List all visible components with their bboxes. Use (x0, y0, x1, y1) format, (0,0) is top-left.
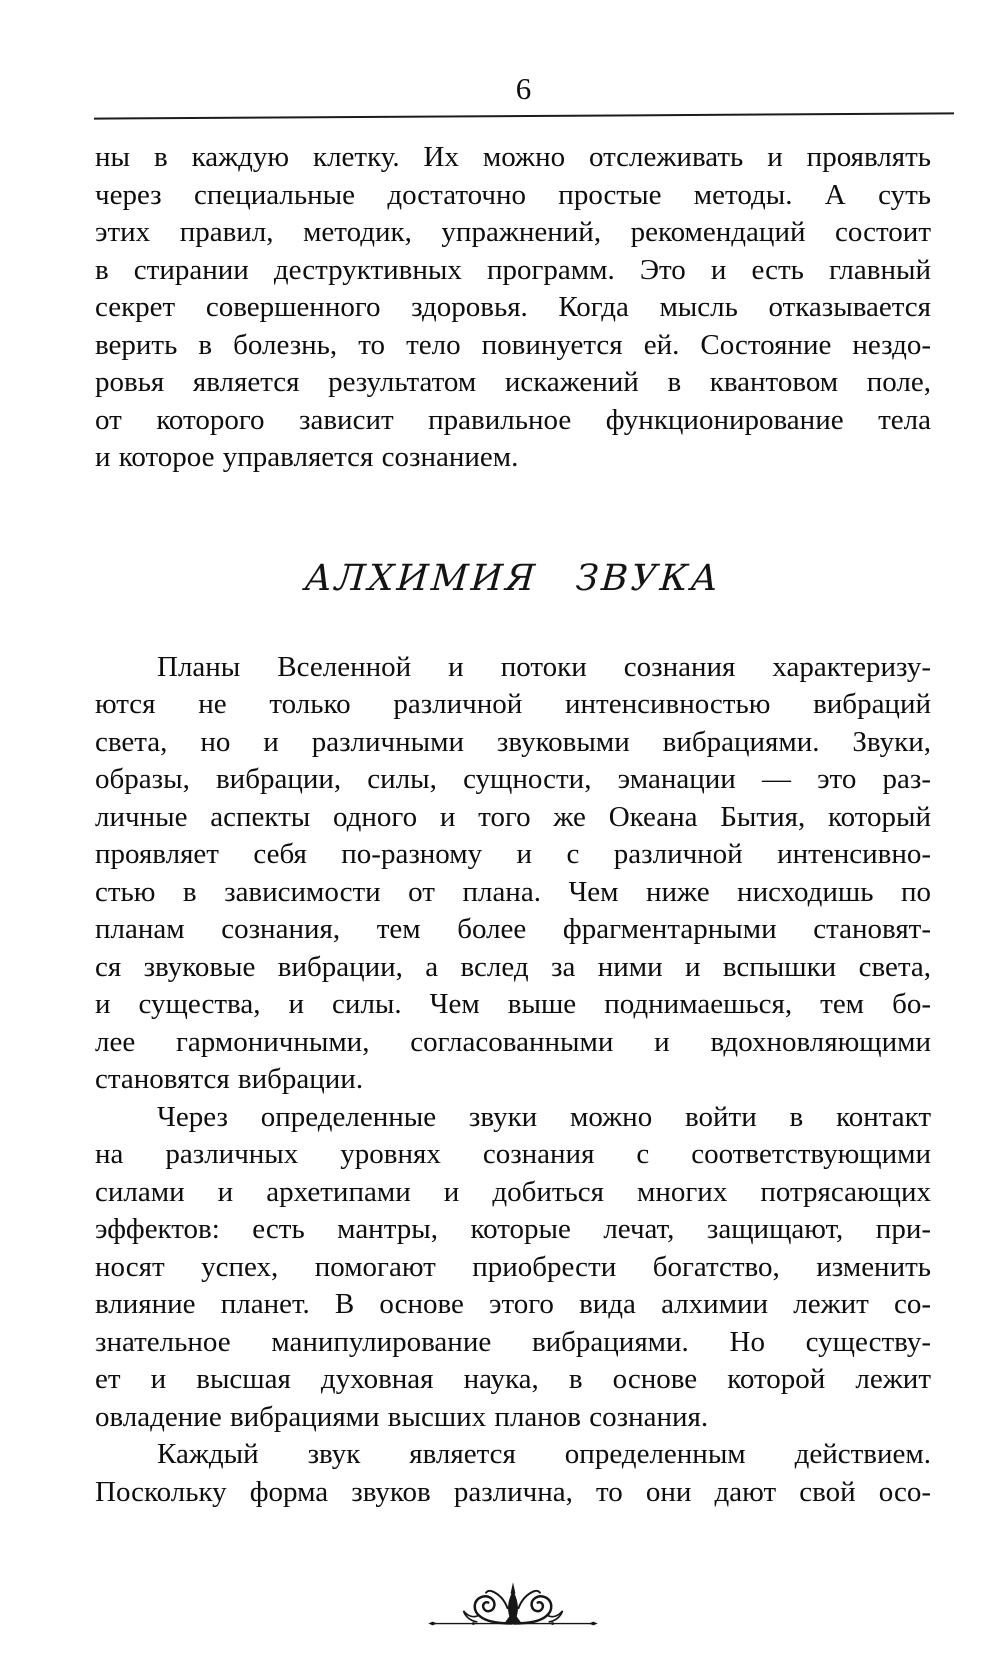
text-line: секрет совершенного здоровья. Когда мысль отказывается (95, 291, 931, 323)
text-line: ны в каждую клетку. Их можно отслеживать и проявлять (95, 141, 931, 173)
text-line: носят успех, помогают приобрести богатство, изменить (95, 1250, 931, 1283)
text-line: этих правил, методик, упражнений, рекомендаций состоит (95, 216, 931, 248)
text-line: эффектов: есть мантры, которые лечат, защищают, при- (95, 1213, 931, 1245)
text-line: света, но и различными звуковыми вибрациями. Звуки, (95, 725, 931, 758)
text-line: Поскольку форма звуков различна, то они дают свой осо- (95, 1475, 931, 1508)
page-number: 6 (515, 71, 533, 106)
text-line: овладение вибрациями высших планов сознания. (95, 1400, 709, 1433)
text-line: верить в болезнь, то тело повинуется ей. Состояние нездо- (95, 328, 931, 361)
paragraph (95, 1436, 931, 1511)
paragraph (95, 139, 931, 477)
text-line: силами и архетипами и добиться многих потрясающих (95, 1175, 931, 1208)
page-header (0, 0, 1000, 117)
footer-ornament (95, 1579, 931, 1640)
text-line: проявляет себя по-разному и с различной интенсивно- (95, 838, 931, 870)
text-line: Через определенные звуки можно войти в контакт (157, 1100, 931, 1133)
text-line: и которое управляется сознанием. (95, 441, 519, 473)
text-line: и существа, и силы. Чем выше поднимаешься, тем бо- (95, 988, 931, 1020)
text-line: стью в зависимости от плана. Чем ниже нисходишь по (95, 875, 931, 908)
text-line: личные аспекты одного и того же Океана Бытия, который (95, 800, 931, 833)
text-column (95, 139, 931, 1511)
text-line: ровья является результатом искажений в квантовом поле, (95, 366, 931, 398)
text-line: через специальные достаточно простые методы. А суть (95, 178, 931, 211)
text-line: ются не только различной интенсивностью вибраций (95, 688, 931, 720)
header-rule (94, 112, 954, 119)
text-line: ся звуковые вибрации, а вслед за ними и вспышки света, (95, 950, 931, 983)
text-line: в стирании деструктивных программ. Это и есть главный (95, 253, 931, 286)
paragraph (95, 1099, 931, 1437)
text-line: планам сознания, тем более фрагментарными становят- (95, 913, 931, 945)
text-line: от которого зависит правильное функционирование тела (95, 403, 931, 436)
text-line: становятся вибрации. (95, 1063, 364, 1095)
text-line: знательное манипулирование вибрациями. Но существу- (95, 1325, 931, 1358)
paragraph (95, 649, 931, 1099)
text-line: влияние планет. В основе этого вида алхимии лежит со- (95, 1288, 931, 1320)
text-line: ет и высшая духовная наука, в основе которой лежит (95, 1363, 931, 1395)
floral-divider-icon (425, 1579, 601, 1635)
text-line: образы, вибрации, силы, сущности, эманации — это раз- (95, 763, 931, 795)
text-line: Каждый звук является определенным действием. (157, 1438, 931, 1470)
section-heading: АЛХИМИЯ ЗВУКА (303, 557, 723, 599)
text-line: Планы Вселенной и потоки сознания характеризу- (157, 650, 931, 683)
text-line: лее гармоничными, согласованными и вдохновляющими (95, 1025, 931, 1058)
text-line: на различных уровнях сознания с соответствующими (95, 1138, 931, 1170)
